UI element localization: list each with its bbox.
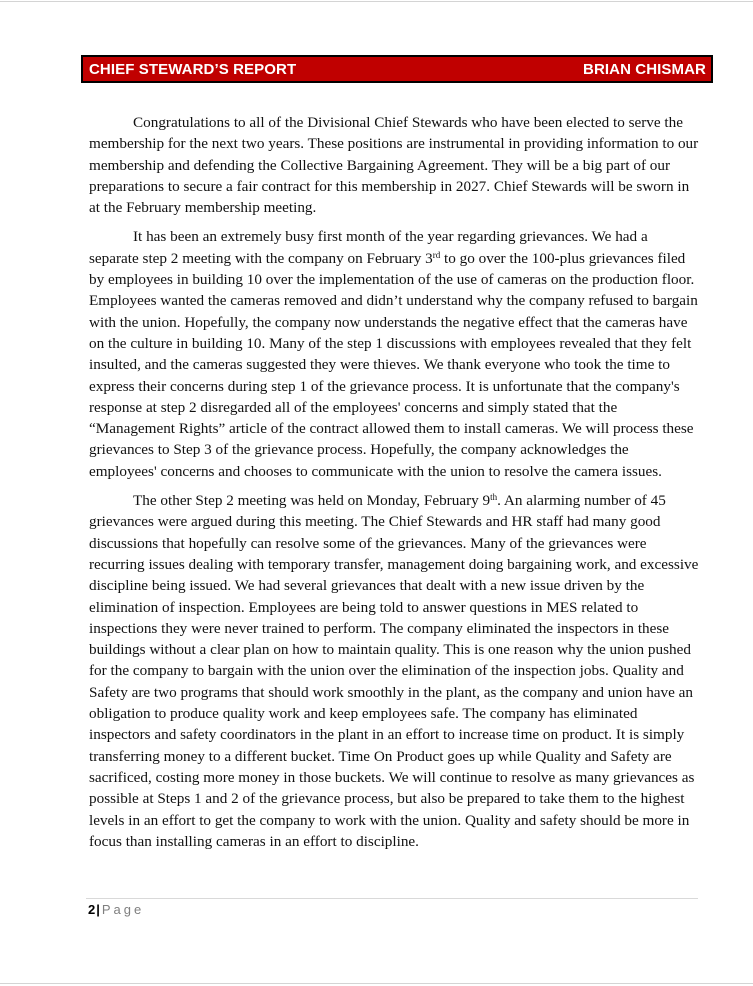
report-author: BRIAN CHISMAR — [583, 60, 706, 78]
paragraph-text: Congratulations to all of the Divisional Chief Stewards who have been elected to serve the membership for the next two years. These positions are instrumental in providing information to our membership and defending the Collective Bargaining Agreement. They will be a big part of our preparations to secure a fair contract for this membership in 2027. Chief Stewards will be sworn in at the February membership meeting. — [89, 114, 699, 217]
report-body — [89, 112, 699, 860]
paragraph-step2-meeting — [89, 490, 699, 852]
ordinal-suffix: rd — [432, 249, 441, 260]
footer-divider — [86, 898, 698, 899]
page-label: Page — [101, 902, 145, 917]
paragraph-text: to go over the 100-plus grievances filed by employees in building 10 over the implementation of the use of cameras on the production floor. Employees wanted the cameras removed and didn’t understand why the company refused to bargain with the union. Hopefully, the company now understands the negative effect that the cameras have on the culture in building 10. Many of the step 1 discussions with employees revealed that they felt insulted, and the cameras suggested they were thieves. We thank everyone who took the time to express their concerns during step 1 of the grievance process. It is unfortunate that the company's response at step 2 disregarded all of the employees' concerns and simply stated that the “Management Rights” article of the contract allowed them to install cameras. We will process these grievances to Step 3 of the grievance process. Hopefully, the company acknowledges the employees' concerns and chooses to communicate with the union to resolve the camera issues. — [89, 249, 698, 480]
paragraph-text: . An alarming number of 45 grievances were argued during this meeting. The Chief Stewards and HR staff had many good discussions that hopefully can resolve some of the grievances. Many of the grievances were recurring issues dealing with temporary transfer, management doing bargaining work, and excessive discipline being issued. We had several grievances that dealt with a new issue driven by the elimination of inspection. Employees are being told to answer questions in MES related to inspections they were never trained to perform. The company eliminated the inspectors in these buildings without a clear plan on how to maintain quality. This is one reason why the union pushed for the company to bargain with the union over the elimination of the inspection jobs. Quality and Safety are two programs that should work smoothly in the plant, as the company and union have an obligation to produce quality work and keep employees safe. The company has eliminated inspectors and safety coordinators in the plant in an effort to increase time on product. It is simply transferring money to a different bucket. Time On Product goes up while Quality and Safety are sacrificed, costing more money in those buckets. We will continue to resolve as many grievances as possible at Steps 1 and 2 of the grievance process, but also be prepared to take them to the highest levels in an effort to get the company to work with the union. Quality and safety should be more in focus than installing cameras in an effort to discipline. — [89, 492, 699, 850]
report-title: CHIEF STEWARD’S REPORT — [89, 60, 297, 78]
paragraph-text: It has been an extremely busy first month of the year regarding grievances. We had a separate step 2 meeting with the company on February 3 — [89, 228, 648, 267]
page-number: 2 — [88, 902, 96, 917]
paragraph-text: The other Step 2 meeting was held on Monday, February 9 — [133, 492, 491, 510]
page-bottom-edge — [0, 983, 753, 984]
paragraph-camera-grievances — [89, 226, 699, 482]
ordinal-suffix: th — [490, 492, 498, 503]
report-header-bar — [81, 55, 713, 83]
page-top-edge — [0, 1, 753, 2]
page-separator: | — [96, 902, 100, 917]
paragraph-elected-stewards — [89, 112, 699, 218]
page-footer — [88, 902, 144, 917]
